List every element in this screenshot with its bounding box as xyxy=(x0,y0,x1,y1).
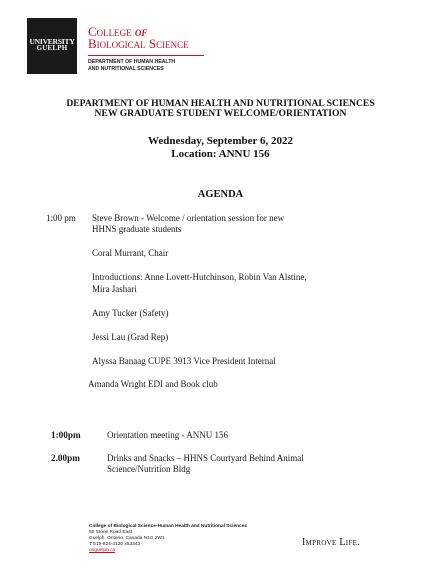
event-heading: NEW GRADUATE STUDENT WELCOME/ORIENTATION xyxy=(94,108,347,119)
department-subtitle xyxy=(88,59,218,72)
footer-address-1: 50 Stone Road East xyxy=(89,530,132,535)
dept-line-2: AND NUTRITIONAL SCIENCES xyxy=(88,65,164,72)
college-biological-science: Biological Science xyxy=(88,36,189,51)
schedule-desc: Science/Nutrition Bldg xyxy=(107,464,191,474)
university-logo xyxy=(27,18,77,74)
speaker-line: Jessi Lau (Grad Rep) xyxy=(92,332,169,342)
logo-guelph: GUELPH xyxy=(36,44,68,52)
speaker-line: Alyssa Banaag CUPE 3913 Vice President Internal xyxy=(92,356,276,366)
dept-line-1: DEPARTMENT OF HUMAN HEALTH xyxy=(88,59,176,65)
speaker-line: Coral Murrant, Chair xyxy=(92,248,169,258)
speaker-line: Steve Brown - Welcome / orientation session for new xyxy=(92,213,285,223)
event-date: Wednesday, September 6, 2022 xyxy=(148,135,293,147)
speaker-line: Amanda Wright EDI and Book club xyxy=(88,379,218,389)
footer-org-name: College of Biological Science-Human Health and Nutritional Sciences xyxy=(89,524,248,529)
schedule-time: 2.00pm xyxy=(51,453,80,463)
footer-address-2: Guelph, Ontario, Canada N1G 2W1 xyxy=(89,536,165,541)
schedule-desc: Orientation meeting - ANNU 156 xyxy=(107,430,228,440)
agenda-first-time: 1:00 pm xyxy=(46,213,76,223)
department-heading: DEPARTMENT OF HUMAN HEALTH AND NUTRITIONAL SCIENCES xyxy=(66,98,375,109)
footer-website-link[interactable]: uoguelph.ca xyxy=(89,548,116,553)
footer-phone: T 519-824-4120 x53343 xyxy=(89,542,141,547)
logo-university: UNIVERSITY xyxy=(29,37,75,46)
speaker-line: HHNS graduate students xyxy=(92,224,182,234)
header-rule xyxy=(88,55,204,56)
footer-address xyxy=(89,524,319,554)
college-of: of xyxy=(134,24,148,39)
speaker-line: Introductions: Anne Lovett-Hutchinson, Robin Van Alstine, xyxy=(92,272,307,282)
event-location: Location: ANNU 156 xyxy=(171,148,270,160)
footer-tagline: Improve Life. xyxy=(302,537,361,548)
schedule-desc: Drinks and Snacks – HHNS Courtyard Behind Animal xyxy=(107,453,304,463)
college-name xyxy=(88,26,288,50)
college-word: College xyxy=(88,24,132,39)
schedule-time: 1:00pm xyxy=(51,430,81,440)
speaker-line: Mira Jashari xyxy=(92,284,137,294)
agenda-heading: AGENDA xyxy=(197,189,244,200)
speaker-line: Amy Tucker (Safety) xyxy=(92,308,169,318)
